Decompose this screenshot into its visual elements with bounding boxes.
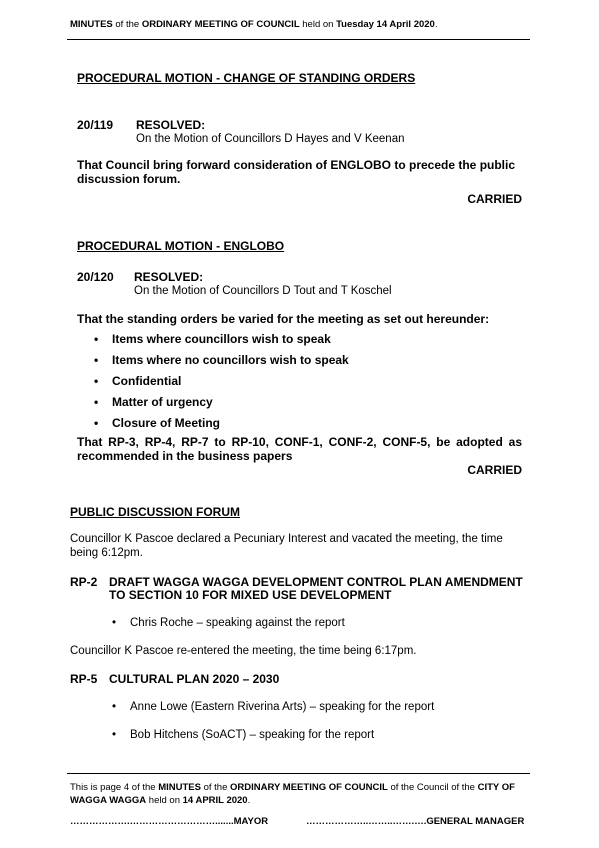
- bullet-icon: •: [94, 353, 99, 367]
- forum-title: PUBLIC DISCUSSION FORUM: [70, 505, 241, 519]
- bullet-icon: •: [94, 416, 99, 430]
- section1-resolved: RESOLVED:: [136, 118, 206, 132]
- section1-mover: On the Motion of Councillors D Hayes and V Keenan: [136, 133, 405, 145]
- header-held-on: held on: [299, 19, 337, 30]
- rp2-title-line2: TO SECTION 10 FOR MIXED USE DEVELOPMENT: [109, 588, 392, 602]
- section2-adopt-line2: recommended in the business papers: [77, 449, 293, 463]
- list-item: • Items where councillors wish to speak: [94, 332, 331, 346]
- bullet-icon: •: [112, 617, 117, 629]
- rp5-code: RP-5: [70, 672, 98, 686]
- rp5-title: CULTURAL PLAN 2020 – 2030: [109, 672, 280, 686]
- rp2-speaker: Chris Roche – speaking against the report: [130, 617, 345, 629]
- standing-orders-list: [94, 332, 349, 437]
- section1-motion-line2: discussion forum.: [77, 172, 181, 186]
- forum-declare-line1: Councillor K Pascoe declared a Pecuniary Interest and vacated the meeting, the time: [70, 533, 503, 545]
- section1-title: PROCEDURAL MOTION - CHANGE OF STANDING ORDERS: [77, 71, 416, 85]
- rp5-speaker-2: Bob Hitchens (SoACT) – speaking for the report: [130, 729, 375, 741]
- list-item: • Matter of urgency: [94, 395, 213, 409]
- header-rule: [67, 39, 530, 40]
- footer-rule: [67, 773, 530, 774]
- bullet-icon: •: [112, 729, 117, 741]
- mayor-signature-line: ……………….……………………….......MAYOR: [70, 816, 269, 827]
- list-item: • Closure of Meeting: [94, 416, 221, 430]
- section1-motion-line1: That Council bring forward consideration of ENGLOBO to precede the public: [77, 158, 516, 172]
- header-period: .: [434, 19, 438, 30]
- section2-number: 20/120: [77, 270, 114, 284]
- section2-adopt-line1: That RP-3, RP-4, RP-7 to RP-10, CONF-1, CONF-2, CONF-5, be adopted as: [77, 435, 522, 449]
- section2-intro: That the standing orders be varied for the meeting as set out hereunder:: [77, 312, 490, 326]
- list-item: • Confidential: [94, 374, 182, 388]
- header-date: Tuesday 14 April 2020: [336, 19, 435, 30]
- rp2-title-line1: DRAFT WAGGA WAGGA DEVELOPMENT CONTROL PLAN AMENDMENT: [109, 575, 523, 589]
- section1-carried: CARRIED: [467, 192, 522, 206]
- forum-declare-line2: being 6:12pm.: [70, 547, 143, 559]
- section1-number: 20/119: [77, 118, 114, 132]
- rp5-speaker-1: Anne Lowe (Eastern Riverina Arts) – speaking for the report: [130, 701, 435, 713]
- section2-resolved: RESOLVED:: [134, 270, 204, 284]
- header-of-the: of the: [112, 19, 142, 30]
- header-minutes: MINUTES: [70, 19, 113, 30]
- bullet-icon: •: [112, 701, 117, 713]
- rp2-code: RP-2: [70, 575, 98, 589]
- gm-signature-line: ………………..……..…….….GENERAL MANAGER: [306, 816, 525, 827]
- section2-mover: On the Motion of Councillors D Tout and T Koschel: [134, 285, 392, 297]
- header-meeting: ORDINARY MEETING OF COUNCIL: [141, 19, 300, 30]
- page-footer: This is page 4 of the MINUTES of the ORDINARY MEETING OF COUNCIL of the Council of the CITY OF WAGGA WAGGA held on 14 APRIL 2020.: [70, 782, 515, 806]
- forum-reenter: Councillor K Pascoe re-entered the meeting, the time being 6:17pm.: [70, 645, 417, 657]
- section2-title: PROCEDURAL MOTION - ENGLOBO: [77, 239, 285, 253]
- page-header: [70, 19, 437, 30]
- list-item: • Items where no councillors wish to speak: [94, 353, 349, 367]
- bullet-icon: •: [94, 374, 99, 388]
- bullet-icon: •: [94, 332, 99, 346]
- section2-carried: CARRIED: [467, 463, 522, 477]
- bullet-icon: •: [94, 395, 99, 409]
